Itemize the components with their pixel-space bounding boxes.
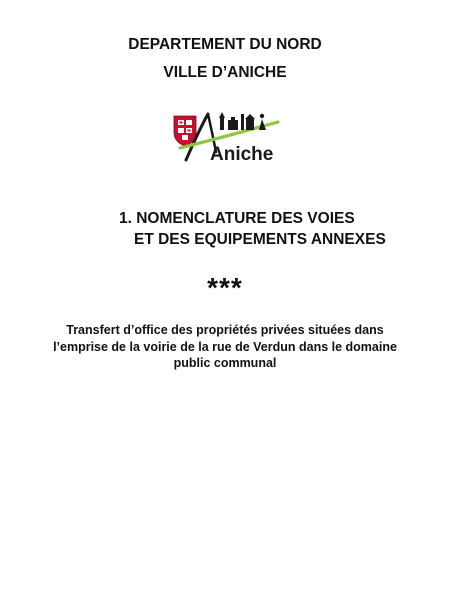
description-line2: l’emprise de la voirie de la rue de Verdun dans le domaine [53, 340, 397, 354]
description-line3: public communal [173, 356, 277, 370]
city-title: VILLE D’ANICHE [163, 64, 287, 81]
aniche-logo [170, 108, 282, 164]
section-title-line2: ET DES EQUIPEMENTS ANNEXES [134, 231, 386, 248]
description-line1: Transfert d’office des propriétés privées situées dans [66, 323, 384, 337]
logo-wordmark: Aniche [210, 144, 274, 164]
separator-stars: *** [207, 272, 243, 303]
section-title-line1: 1. NOMENCLATURE DES VOIES [119, 210, 355, 227]
department-title: DEPARTEMENT DU NORD [128, 36, 322, 53]
